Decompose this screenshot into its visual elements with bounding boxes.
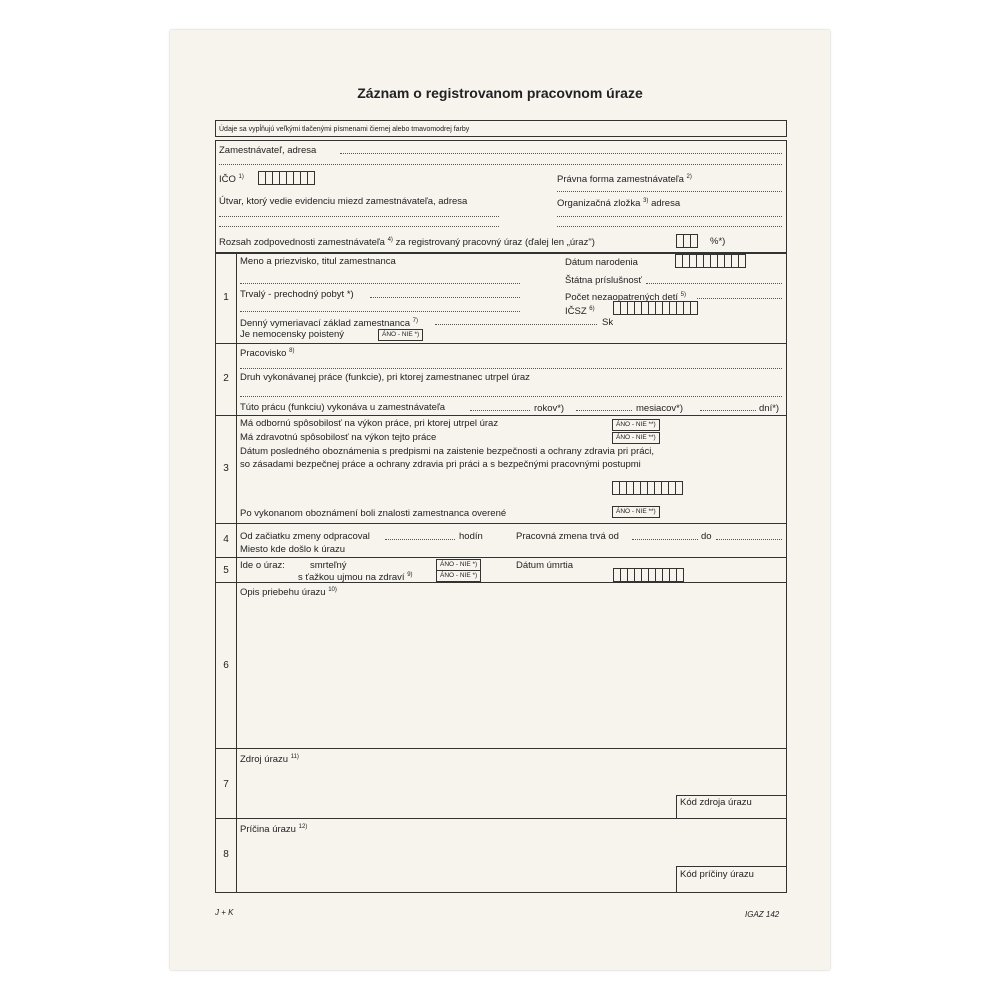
employee-name-field[interactable] [240,283,520,284]
fatal-label: smrteľný [310,560,347,571]
accident-place-label: Miesto kde došlo k úrazu [240,544,346,555]
years-field[interactable] [470,410,530,411]
responsibility-percent-field[interactable] [677,234,698,248]
daily-wage-field[interactable] [435,324,597,325]
injury-cause-field[interactable] [240,837,676,890]
years-label: rokov*) [534,403,565,414]
employer-address-field[interactable] [340,153,782,154]
death-date-label: Dátum úmrtia [516,560,574,571]
briefing-label-line-2: so zásadami bezpečnej práce a ochrany zdravia pri práci a s bezpečnými pracovnými postupmi [240,459,641,470]
health-fitness-label: Má zdravotnú spôsobilosť na výkon tejto práce [240,432,437,443]
ico-field[interactable] [259,171,315,185]
shift-to-label: do [701,531,712,542]
shift-from-field[interactable] [632,539,698,540]
health-fitness-yes-no[interactable]: ÁNO - NIE **) [612,432,660,444]
birth-date-label: Dátum narodenia [565,257,638,268]
responsibility-label: Rozsah zodpovednosti zamestnávateľa $^{4)}$ za registrovaný pracovný úraz (ďalej len „úraz") [219,237,595,249]
currency-label: Sk [602,317,614,328]
section-number-6: 6 [223,660,229,671]
fatal-yes-no[interactable]: ÁNO - NIE *) [436,559,481,571]
injury-source-code-label: Kód zdroja úrazu [680,797,752,808]
knowledge-verified-yes-no[interactable]: ÁNO - NIE **) [612,506,660,518]
daily-wage-label: Denný vymeriavací základ zamestnanca $^{7)}$ [240,318,419,330]
icsz-field[interactable] [614,301,698,315]
section-number-5: 5 [223,565,229,576]
briefing-date-field[interactable] [613,481,683,495]
org-unit-field[interactable] [557,216,782,217]
section-number-1: 1 [223,292,229,303]
sick-insured-label: Je nemocensky poistený [240,329,345,340]
qualification-yes-no[interactable]: ÁNO - NIE **) [612,419,660,431]
serious-injury-label: s ťažkou ujmou na zdraví $^{9)}$ [298,572,413,584]
injury-source-label: Zdroj úrazu $^{11)}$ [240,754,299,766]
icsz-label: IČSZ $^{6)}$ [565,306,595,318]
injury-cause-code-label: Kód príčiny úrazu [680,869,754,880]
divider-3-4 [215,523,787,524]
employer-address-field-2[interactable] [219,164,782,165]
residence-field[interactable] [370,297,520,298]
employer-address-label: Zamestnávateľ, adresa [219,145,317,156]
section-number-7: 7 [223,779,229,790]
divider-4-5 [215,557,787,558]
citizenship-field[interactable] [646,283,782,284]
footer-form-code: IGAZ 142 [745,910,780,919]
form-sheet [170,30,830,970]
injury-type-label: Ide o úraz: [240,560,285,571]
divider-1-2 [215,343,787,344]
residence-field-2[interactable] [240,311,520,312]
workplace-label: Pracovisko $^{8)}$ [240,348,295,360]
ico-label: IČO $^{1)}$ [219,174,244,186]
hours-worked-field[interactable] [385,539,455,540]
residence-label: Trvalý - prechodný pobyt *) [240,289,354,300]
months-label: mesiacov*) [636,403,683,414]
knowledge-verified-label: Po vykonanom oboznámení boli znalosti zamestnanca overené [240,508,507,519]
payroll-unit-field[interactable] [219,216,499,217]
days-field[interactable] [700,410,756,411]
work-type-label: Druh vykonávanej práce (funkcie), pri ktorej zamestnanec utrpel úraz [240,372,530,383]
payroll-unit-label: Útvar, ktorý vedie evidenciu miezd zamestnávateľa, adresa [219,196,468,207]
months-field[interactable] [576,410,632,411]
section-number-4: 4 [223,534,229,545]
worked-since-shift-label: Od začiatku zmeny odpracoval [240,531,370,542]
dependents-field[interactable] [697,298,782,299]
percent-label: %*) [710,236,726,247]
workplace-field[interactable] [240,368,782,369]
payroll-unit-field-2[interactable] [219,226,499,227]
death-date-field[interactable] [614,568,684,582]
legal-form-field[interactable] [557,191,782,192]
section-number-8: 8 [223,849,229,860]
org-unit-field-2[interactable] [557,226,782,227]
qualification-label: Má odbornú spôsobilosť na výkon práce, pri ktorej utrpel úraz [240,418,499,429]
days-label: dní*) [759,403,780,414]
hours-label: hodín [459,531,483,542]
duration-label: Túto prácu (funkciu) vykonáva u zamestnávateľa [240,402,446,413]
injury-cause-label: Príčina úrazu $^{12)}$ [240,824,308,836]
serious-injury-yes-no[interactable]: ÁNO - NIE *) [436,570,481,582]
org-unit-label: Organizačná zložka $^{3)}$ adresa [557,198,681,210]
shift-from-label: Pracovná zmena trvá od [516,531,619,542]
footer-printer-mark: J + K [215,908,234,917]
briefing-label-line-1: Dátum posledného oboznámenia s predpismi na zaistenie bezpečnosti a ochrany zdravia pri práci, [240,446,655,457]
shift-to-field[interactable] [716,539,782,540]
divider-6-7 [215,748,787,749]
legal-form-label: Právna forma zamestnávateľa $^{2)}$ [557,174,692,186]
citizenship-label: Štátna príslušnosť [565,275,642,286]
dependents-label: Počet nezaopatrených detí $^{5)}$ [565,292,687,304]
section-number-3: 3 [223,463,229,474]
employee-name-label: Meno a priezvisko, titul zamestnanca [240,256,396,267]
accident-description-field[interactable] [240,600,780,744]
divider-2-3 [215,415,787,416]
section-number-2: 2 [223,373,229,384]
accident-description-label: Opis priebehu úrazu $^{10)}$ [240,587,337,599]
work-type-field[interactable] [240,396,782,397]
sick-insured-yes-no[interactable]: ÁNO - NIE *) [378,329,423,341]
birth-date-field[interactable] [676,254,746,268]
instruction-text: Údaje sa vypĺňujú veľkými tlačenými písmenami čiernej alebo tmavomodrej farby [219,126,470,133]
injury-source-field[interactable] [240,767,676,815]
form-title: Záznam o registrovanom pracovnom úraze [357,85,643,101]
